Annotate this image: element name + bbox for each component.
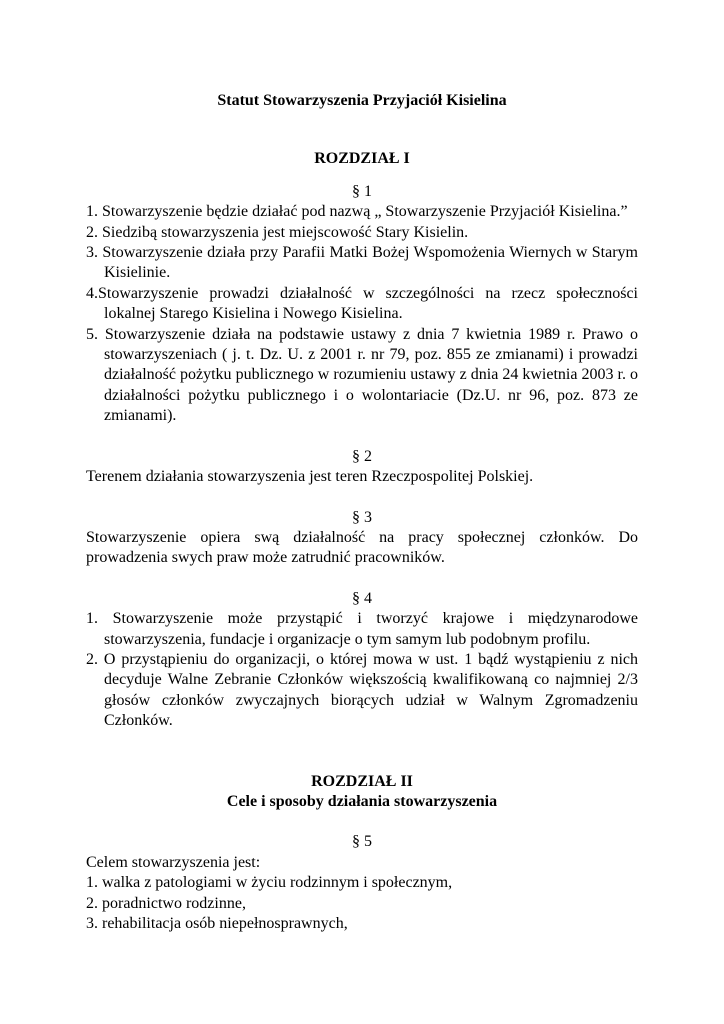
section-5-item-2: 2. poradnictwo rodzinne, bbox=[86, 894, 246, 912]
section-1-item-3: 3. Stowarzyszenie działa przy Parafii Matki Bożej Wspomożenia Wiernych w Starym Kisielinie. bbox=[86, 244, 638, 282]
section-1-item-2: 2. Siedzibą stowarzyszenia jest miejscowość Stary Kisielin. bbox=[86, 223, 469, 241]
section-5-item-1: 1. walka z patologiami w życiu rodzinnym i społecznym, bbox=[86, 874, 453, 892]
section-3-mark: § 3 bbox=[352, 508, 372, 526]
section-2-mark: § 2 bbox=[352, 447, 372, 465]
document-title: Statut Stowarzyszenia Przyjaciół Kisielina bbox=[217, 92, 507, 109]
section-5-mark: § 5 bbox=[352, 833, 372, 851]
section-1-item-5: 5. Stowarzyszenie działa na podstawie ustawy z dnia 7 kwietnia 1989 r. Prawo o stowarzyszeniach ( j. t. Dz. U. z 2001 r. nr 79, poz. 855 ze zmianami) i prowadzi działalność pożytku publicznego w rozumieniu ustawy z dnia 24 kwietnia 2003 r. o działalności pożytku publicznego i o wolontariacie (Dz.U. nr 96, poz. 873 ze zmianami). bbox=[86, 325, 638, 425]
section-4-item-2: 2. O przystąpieniu do organizacji, o której mowa w ust. 1 bądź wystąpieniu z nich decyduje Walne Zebranie Członków większością kwalifikowaną co najmniej 2/3 głosów członków zwyczajnych biorących udział w Walnym Zgromadzeniu Członków. bbox=[86, 650, 638, 730]
section-2-text: Terenem działania stowarzyszenia jest teren Rzeczpospolitej Polskiej. bbox=[86, 468, 534, 486]
chapter-2-heading: ROZDZIAŁ II bbox=[311, 772, 413, 790]
section-5-intro: Celem stowarzyszenia jest: bbox=[86, 853, 261, 871]
section-5-item-3: 3. rehabilitacja osób niepełnosprawnych, bbox=[86, 915, 348, 932]
section-4-mark: § 4 bbox=[352, 589, 372, 607]
section-3-text: Stowarzyszenie opiera swą działalność na pracy społecznej członków. Do prowadzenia swych praw może zatrudnić pracowników. bbox=[86, 528, 638, 567]
chapter-2-subheading: Cele i sposoby działania stowarzyszenia bbox=[226, 792, 498, 810]
document-body bbox=[86, 91, 638, 934]
chapter-1-heading: ROZDZIAŁ I bbox=[314, 150, 410, 168]
section-1-mark: § 1 bbox=[352, 182, 372, 200]
section-1-item-4: 4.Stowarzyszenie prowadzi działalność w szczególności na rzecz społeczności lokalnej Starego Kisielina i Nowego Kisielina. bbox=[86, 284, 638, 323]
section-4-item-1: 1. Stowarzyszenie może przystąpić i tworzyć krajowe i międzynarodowe stowarzyszenia, fundacje i organizacje o tym samym lub podobnym profilu. bbox=[86, 610, 638, 648]
section-1-item-1: 1. Stowarzyszenie będzie działać pod nazwą „ Stowarzyszenie Przyjaciół Kisielina.” bbox=[86, 203, 628, 221]
